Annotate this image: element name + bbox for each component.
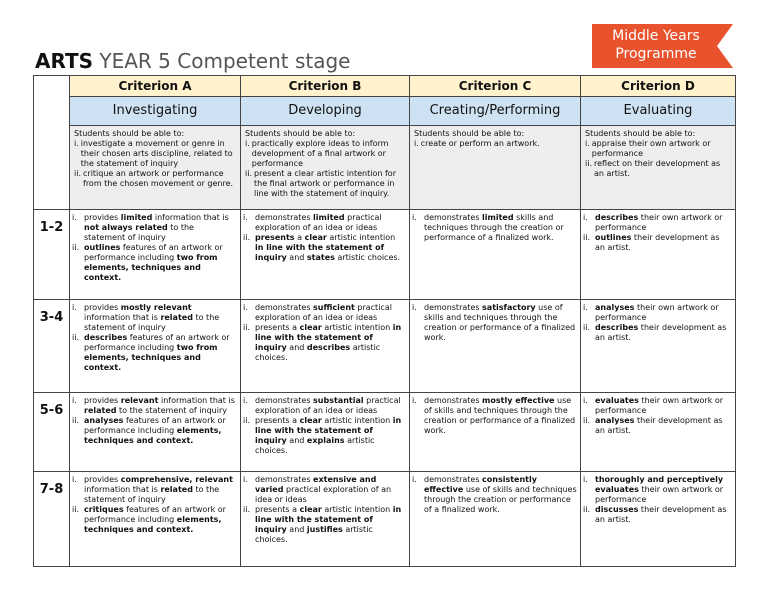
item-text: [84, 243, 237, 283]
descriptor-item: [243, 303, 406, 323]
plain-text: provides: [84, 475, 121, 484]
emphasis-text: limited: [313, 213, 345, 222]
emphasis-text: presents: [255, 233, 295, 242]
plain-text: information that is: [84, 313, 161, 322]
item-numeral: ii.: [583, 416, 590, 425]
emphasis-text: clear: [299, 505, 322, 514]
plain-text: their development as an artist.: [595, 505, 727, 524]
plain-text: their own artwork or performance: [595, 213, 723, 232]
item-numeral: i.: [72, 303, 77, 312]
descriptor-item: [412, 303, 577, 343]
item-numeral: ii.: [585, 159, 592, 168]
item-text: [595, 233, 732, 253]
item-numeral: i.: [585, 139, 590, 148]
item-numeral: i.: [243, 303, 248, 312]
criterion-row: [34, 76, 736, 97]
plain-text: practical exploration of an idea or ideas: [255, 485, 392, 504]
item-numeral: ii.: [243, 323, 250, 332]
item-text: [255, 303, 406, 323]
descriptor-cell-b: [241, 210, 410, 300]
objectives-cell-d: [581, 126, 736, 210]
emphasis-text: consistently effective: [424, 475, 537, 494]
corner-cell: [34, 76, 70, 210]
descriptor-cell-d: [581, 300, 736, 393]
plain-text: provides: [84, 303, 121, 312]
item-numeral: ii.: [72, 243, 79, 252]
level-label: 3-4: [34, 300, 70, 393]
descriptor-item: [74, 169, 237, 189]
descriptor-item: [243, 416, 406, 456]
plain-text: features of an artwork or performance including: [84, 505, 226, 524]
emphasis-text: justifies: [306, 525, 343, 534]
descriptor-item: [583, 213, 732, 233]
item-numeral: i.: [243, 396, 248, 405]
item-text: [84, 505, 237, 535]
emphasis-text: in line with the statement of inquiry: [255, 323, 402, 352]
descriptor-item: [585, 159, 732, 179]
strand-evaluating: Evaluating: [581, 97, 736, 126]
plain-text: artistic choices.: [255, 436, 375, 455]
item-numeral: i.: [583, 475, 588, 484]
plain-text: use of skills and techniques through the creation or performance of a finalized work.: [424, 303, 576, 342]
item-text: [83, 169, 237, 189]
descriptor-item: [72, 303, 237, 333]
item-numeral: ii.: [583, 323, 590, 332]
descriptor-cell-d: [581, 472, 736, 567]
emphasis-text: limited: [120, 213, 153, 222]
item-text: [595, 303, 732, 323]
plain-text: investigate a movement or genre in their chosen arts discipline, related to the statement of inquiry: [80, 139, 233, 168]
criterion-d-header: Criterion D: [581, 76, 736, 97]
emphasis-text: describes: [306, 343, 351, 352]
plain-text: artistic choices.: [255, 343, 381, 362]
emphasis-text: describes: [84, 333, 128, 342]
objectives-intro: Students should be able to:: [414, 129, 525, 138]
descriptor-item: [245, 169, 406, 199]
item-text: [595, 416, 732, 436]
item-numeral: i.: [72, 213, 77, 222]
item-numeral: i.: [412, 213, 417, 222]
descriptor-cell-a: [70, 393, 241, 472]
plain-text: features of an artwork or performance including: [84, 416, 226, 435]
plain-text: artistic intention: [321, 323, 393, 332]
item-numeral: i.: [412, 475, 417, 484]
level-label: 1-2: [34, 210, 70, 300]
emphasis-text: critiques: [84, 505, 124, 514]
item-numeral: i.: [243, 475, 248, 484]
item-text: [84, 303, 237, 333]
objectives-intro: Students should be able to:: [74, 129, 185, 138]
emphasis-text: describes: [595, 323, 639, 332]
emphasis-text: related: [160, 485, 193, 494]
plain-text: demonstrates: [255, 213, 314, 222]
descriptor-item: [72, 243, 237, 283]
emphasis-text: in line with the statement of inquiry: [255, 505, 402, 534]
item-text: [84, 416, 237, 446]
objectives-cell-c: [410, 126, 581, 210]
descriptor-cell-c: [410, 472, 581, 567]
descriptor-item: [245, 139, 406, 169]
item-text: [424, 475, 577, 515]
plain-text: demonstrates: [255, 475, 314, 484]
emphasis-text: limited: [482, 213, 514, 222]
plain-text: features of an artwork or performance including: [84, 333, 230, 352]
emphasis-text: analyses: [595, 303, 635, 312]
plain-text: use of skills and techniques through the creation or performance of a finalized work.: [424, 396, 576, 435]
plain-text: demonstrates: [424, 475, 483, 484]
plain-text: skills and techniques through the creation or performance of a finalized work.: [424, 213, 564, 242]
plain-text: and: [286, 525, 307, 534]
criterion-a-header: Criterion A: [70, 76, 241, 97]
descriptor-item: [412, 475, 577, 515]
item-text: [252, 139, 406, 169]
descriptor-cell-b: [241, 300, 410, 393]
objectives-row: [34, 126, 736, 210]
item-numeral: ii.: [74, 169, 81, 178]
emphasis-text: elements, techniques and context.: [84, 426, 222, 445]
item-text: [424, 396, 577, 436]
emphasis-text: in line with the statement of inquiry: [255, 243, 385, 262]
badge-line-1: Middle Years: [612, 28, 700, 44]
plain-text: a: [294, 233, 305, 242]
descriptor-cell-d: [581, 393, 736, 472]
item-numeral: i.: [74, 139, 79, 148]
plain-text: to the statement of inquiry: [84, 313, 220, 332]
descriptor-item: [583, 416, 732, 436]
descriptor-item: [583, 323, 732, 343]
plain-text: their own artwork or performance: [595, 396, 724, 415]
emphasis-text: not always related: [84, 223, 168, 232]
plain-text: demonstrates: [424, 396, 483, 405]
item-text: [595, 475, 732, 505]
item-numeral: ii.: [583, 233, 590, 242]
mvp-badge-text: [592, 27, 720, 63]
emphasis-text: discusses: [595, 505, 639, 514]
plain-text: information that is: [84, 485, 161, 494]
descriptor-item: [583, 303, 732, 323]
plain-text: artistic intention: [321, 416, 393, 425]
descriptor-item: [72, 505, 237, 535]
descriptor-item: [74, 139, 237, 169]
descriptor-cell-a: [70, 472, 241, 567]
descriptor-cell-a: [70, 300, 241, 393]
emphasis-text: clear: [304, 233, 327, 242]
emphasis-text: analyses: [595, 416, 635, 425]
item-text: [255, 505, 406, 545]
emphasis-text: two from elements, techniques and context.: [84, 253, 218, 282]
item-text: [255, 323, 406, 363]
item-numeral: ii.: [583, 505, 590, 514]
plain-text: appraise their own artwork or performance: [591, 139, 711, 158]
emphasis-text: substantial: [313, 396, 364, 405]
plain-text: artistic choices.: [255, 525, 373, 544]
descriptor-item: [72, 416, 237, 446]
plain-text: artistic intention: [321, 505, 393, 514]
descriptor-cell-b: [241, 393, 410, 472]
descriptor-item: [412, 396, 577, 436]
item-numeral: ii.: [72, 416, 79, 425]
item-numeral: ii.: [245, 169, 252, 178]
plain-text: to the statement of inquiry: [116, 406, 227, 415]
emphasis-text: related: [160, 313, 193, 322]
emphasis-text: mostly effective: [482, 396, 555, 405]
plain-text: demonstrates: [424, 303, 483, 312]
item-numeral: ii.: [243, 505, 250, 514]
item-numeral: i.: [245, 139, 250, 148]
descriptor-item: [72, 333, 237, 373]
item-text: [595, 505, 732, 525]
descriptor-item: [583, 505, 732, 525]
level-row-7-8: [34, 472, 736, 567]
plain-text: their own artwork or performance: [595, 303, 719, 322]
emphasis-text: two from elements, techniques and context.: [84, 343, 218, 372]
item-numeral: i.: [243, 213, 248, 222]
emphasis-text: analyses: [84, 416, 124, 425]
plain-text: provides: [84, 213, 121, 222]
item-text: [84, 333, 237, 373]
item-numeral: i.: [412, 303, 417, 312]
criterion-c-header: Criterion C: [410, 76, 581, 97]
item-numeral: i.: [583, 213, 588, 222]
item-text: [81, 139, 237, 169]
level-row-1-2: [34, 210, 736, 300]
level-row-5-6: [34, 393, 736, 472]
plain-text: practical exploration of an idea or ideas: [255, 213, 382, 232]
descriptor-item: [243, 233, 406, 263]
descriptor-item: [243, 396, 406, 416]
plain-text: presents a: [255, 323, 300, 332]
objectives-cell-a: [70, 126, 241, 210]
plain-text: information that is: [158, 396, 235, 405]
plain-text: to the statement of inquiry: [84, 485, 220, 504]
emphasis-text: states: [306, 253, 335, 262]
item-text: [424, 213, 577, 243]
item-numeral: ii.: [72, 333, 79, 342]
plain-text: demonstrates: [424, 213, 483, 222]
item-text: [595, 323, 732, 343]
strand-developing: Developing: [241, 97, 410, 126]
item-text: [254, 169, 406, 199]
objectives-intro: Students should be able to:: [585, 129, 696, 138]
emphasis-text: in line with the statement of inquiry: [255, 416, 402, 445]
plain-text: information that is: [152, 213, 229, 222]
plain-text: provides: [84, 396, 121, 405]
stage-label: YEAR 5 Competent stage: [93, 49, 351, 73]
plain-text: their development as an artist.: [595, 323, 727, 342]
emphasis-text: sufficient: [313, 303, 355, 312]
emphasis-text: mostly relevant: [120, 303, 192, 312]
plain-text: demonstrates: [255, 396, 314, 405]
plain-text: practical exploration of an idea or ideas: [255, 303, 392, 322]
emphasis-text: clear: [299, 323, 322, 332]
plain-text: features of an artwork or performance including: [84, 243, 223, 262]
emphasis-text: explains: [306, 436, 345, 445]
item-text: [592, 139, 732, 159]
badge-line-2: Programme: [615, 46, 697, 62]
descriptor-item: [583, 396, 732, 416]
level-label: 7-8: [34, 472, 70, 567]
item-text: [255, 475, 406, 505]
descriptor-item: [72, 475, 237, 505]
item-numeral: i.: [414, 139, 419, 148]
descriptor-cell-c: [410, 210, 581, 300]
plain-text: practically explore ideas to inform development of a final artwork or performance: [251, 139, 389, 168]
item-text: [255, 416, 406, 456]
descriptor-cell-c: [410, 300, 581, 393]
descriptor-cell-b: [241, 472, 410, 567]
page-title: [35, 49, 350, 73]
plain-text: presents a: [255, 505, 300, 514]
emphasis-text: outlines: [595, 233, 632, 242]
descriptor-item: [243, 213, 406, 233]
plain-text: and: [286, 343, 307, 352]
emphasis-text: relevant: [120, 396, 159, 405]
plain-text: artistic intention: [326, 233, 396, 242]
plain-text: to the statement of inquiry: [84, 223, 194, 242]
rubric-body: [34, 76, 736, 567]
item-numeral: i.: [72, 475, 77, 484]
emphasis-text: satisfactory: [482, 303, 536, 312]
item-text: [255, 213, 406, 233]
plain-text: artistic choices.: [334, 253, 401, 262]
descriptor-item: [412, 213, 577, 243]
descriptor-item: [72, 213, 237, 243]
strand-investigating: Investigating: [70, 97, 241, 126]
item-numeral: ii.: [243, 233, 250, 242]
plain-text: their development as an artist.: [595, 416, 723, 435]
emphasis-text: elements, techniques and context.: [84, 515, 222, 534]
item-numeral: i.: [583, 396, 588, 405]
item-text: [595, 396, 732, 416]
emphasis-text: extensive and varied: [255, 475, 377, 494]
level-row-3-4: [34, 300, 736, 393]
descriptor-cell-d: [581, 210, 736, 300]
item-text: [421, 139, 577, 149]
plain-text: their development as an artist.: [595, 233, 720, 252]
item-text: [594, 159, 732, 179]
item-text: [255, 396, 406, 416]
descriptor-item: [72, 396, 237, 416]
descriptor-item: [243, 505, 406, 545]
item-text: [84, 396, 237, 416]
plain-text: critique an artwork or performance from the chosen movement or genre.: [83, 169, 234, 188]
emphasis-text: outlines: [84, 243, 121, 252]
plain-text: presents a: [255, 416, 300, 425]
descriptor-item: [583, 475, 732, 505]
plain-text: demonstrates: [255, 303, 314, 312]
emphasis-text: thoroughly and perceptively evaluates: [595, 475, 724, 494]
item-numeral: ii.: [72, 505, 79, 514]
plain-text: and: [286, 436, 307, 445]
emphasis-text: related: [84, 406, 117, 415]
plain-text: use of skills and techniques through the creation or performance of a finalized work.: [424, 485, 577, 514]
emphasis-text: clear: [299, 416, 322, 425]
strand-row: [34, 97, 736, 126]
criterion-b-header: Criterion B: [241, 76, 410, 97]
item-text: [84, 475, 237, 505]
plain-text: and: [286, 253, 307, 262]
descriptor-item: [583, 233, 732, 253]
strand-creating-performing: Creating/Performing: [410, 97, 581, 126]
item-numeral: i.: [412, 396, 417, 405]
item-numeral: ii.: [243, 416, 250, 425]
descriptor-cell-a: [70, 210, 241, 300]
item-text: [595, 213, 732, 233]
objectives-intro: Students should be able to:: [245, 129, 356, 138]
descriptor-item: [243, 323, 406, 363]
assessment-rubric-table: [33, 75, 736, 567]
subject-label: ARTS: [35, 49, 94, 73]
plain-text: present a clear artistic intention for the final artwork or performance in line with the statement of inquiry.: [254, 169, 396, 198]
level-label: 5-6: [34, 393, 70, 472]
descriptor-cell-c: [410, 393, 581, 472]
item-numeral: i.: [583, 303, 588, 312]
descriptor-item: [585, 139, 732, 159]
item-text: [84, 213, 237, 243]
emphasis-text: evaluates: [595, 396, 639, 405]
item-text: [255, 233, 406, 263]
plain-text: practical exploration of an idea or ideas: [255, 396, 401, 415]
emphasis-text: describes: [595, 213, 639, 222]
item-numeral: i.: [72, 396, 77, 405]
plain-text: create or perform an artwork.: [420, 139, 540, 148]
objectives-cell-b: [241, 126, 410, 210]
plain-text: their own artwork or performance: [595, 485, 724, 504]
plain-text: reflect on their development as an artist.: [594, 159, 721, 178]
descriptor-item: [414, 139, 577, 149]
descriptor-item: [243, 475, 406, 505]
item-text: [424, 303, 577, 343]
emphasis-text: comprehensive, relevant: [120, 475, 233, 484]
